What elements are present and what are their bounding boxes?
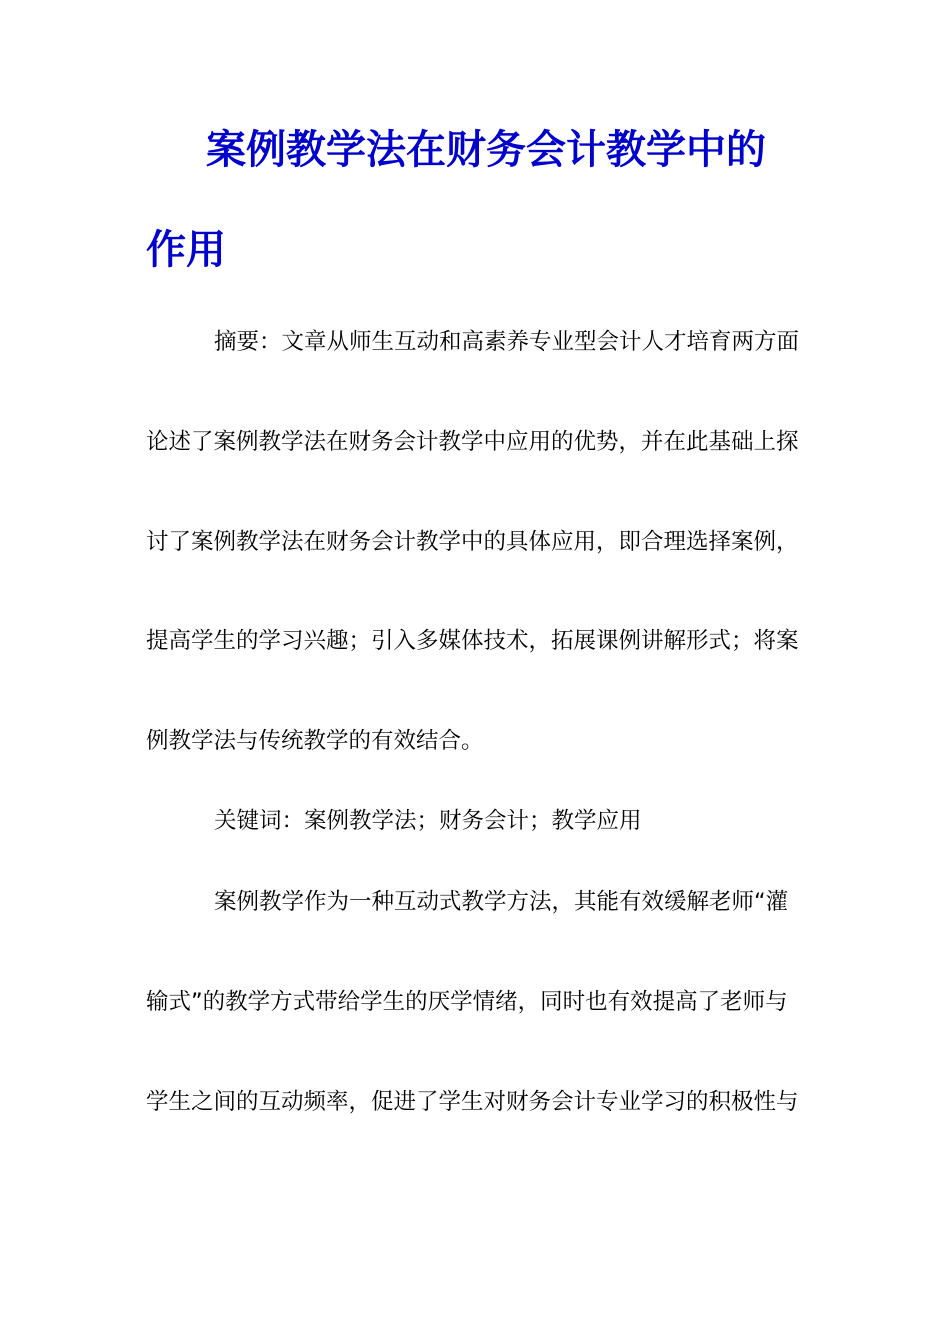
abstract-line: 例教学法与传统教学的有效结合。 (146, 728, 484, 754)
abstract-line: 论述了案例教学法在财务会计教学中应用的优势，并在此基础上探 (146, 429, 799, 455)
body-paragraph-line: 学生之间的互动频率，促进了学生对财务会计专业学习的积极性与 (146, 1089, 799, 1115)
document-title-line-2: 作用 (146, 227, 226, 273)
body-paragraph-line: 案例教学作为一种互动式教学方法，其能有效缓解老师“灌 (214, 889, 789, 915)
keywords-line: 关键词：案例教学法；财务会计；教学应用 (214, 808, 642, 834)
abstract-line: 摘要：文章从师生互动和高素养专业型会计人才培育两方面 (214, 329, 800, 355)
abstract-line: 提高学生的学习兴趣；引入多媒体技术，拓展课例讲解形式；将案 (146, 628, 799, 654)
abstract-line: 讨了案例教学法在财务会计教学中的具体应用，即合理选择案例， (146, 529, 799, 555)
body-paragraph-line: 输式”的教学方式带给学生的厌学情绪，同时也有效提高了老师与 (146, 989, 788, 1015)
document-title-line-1: 案例教学法在财务会计教学中的 (206, 127, 766, 173)
